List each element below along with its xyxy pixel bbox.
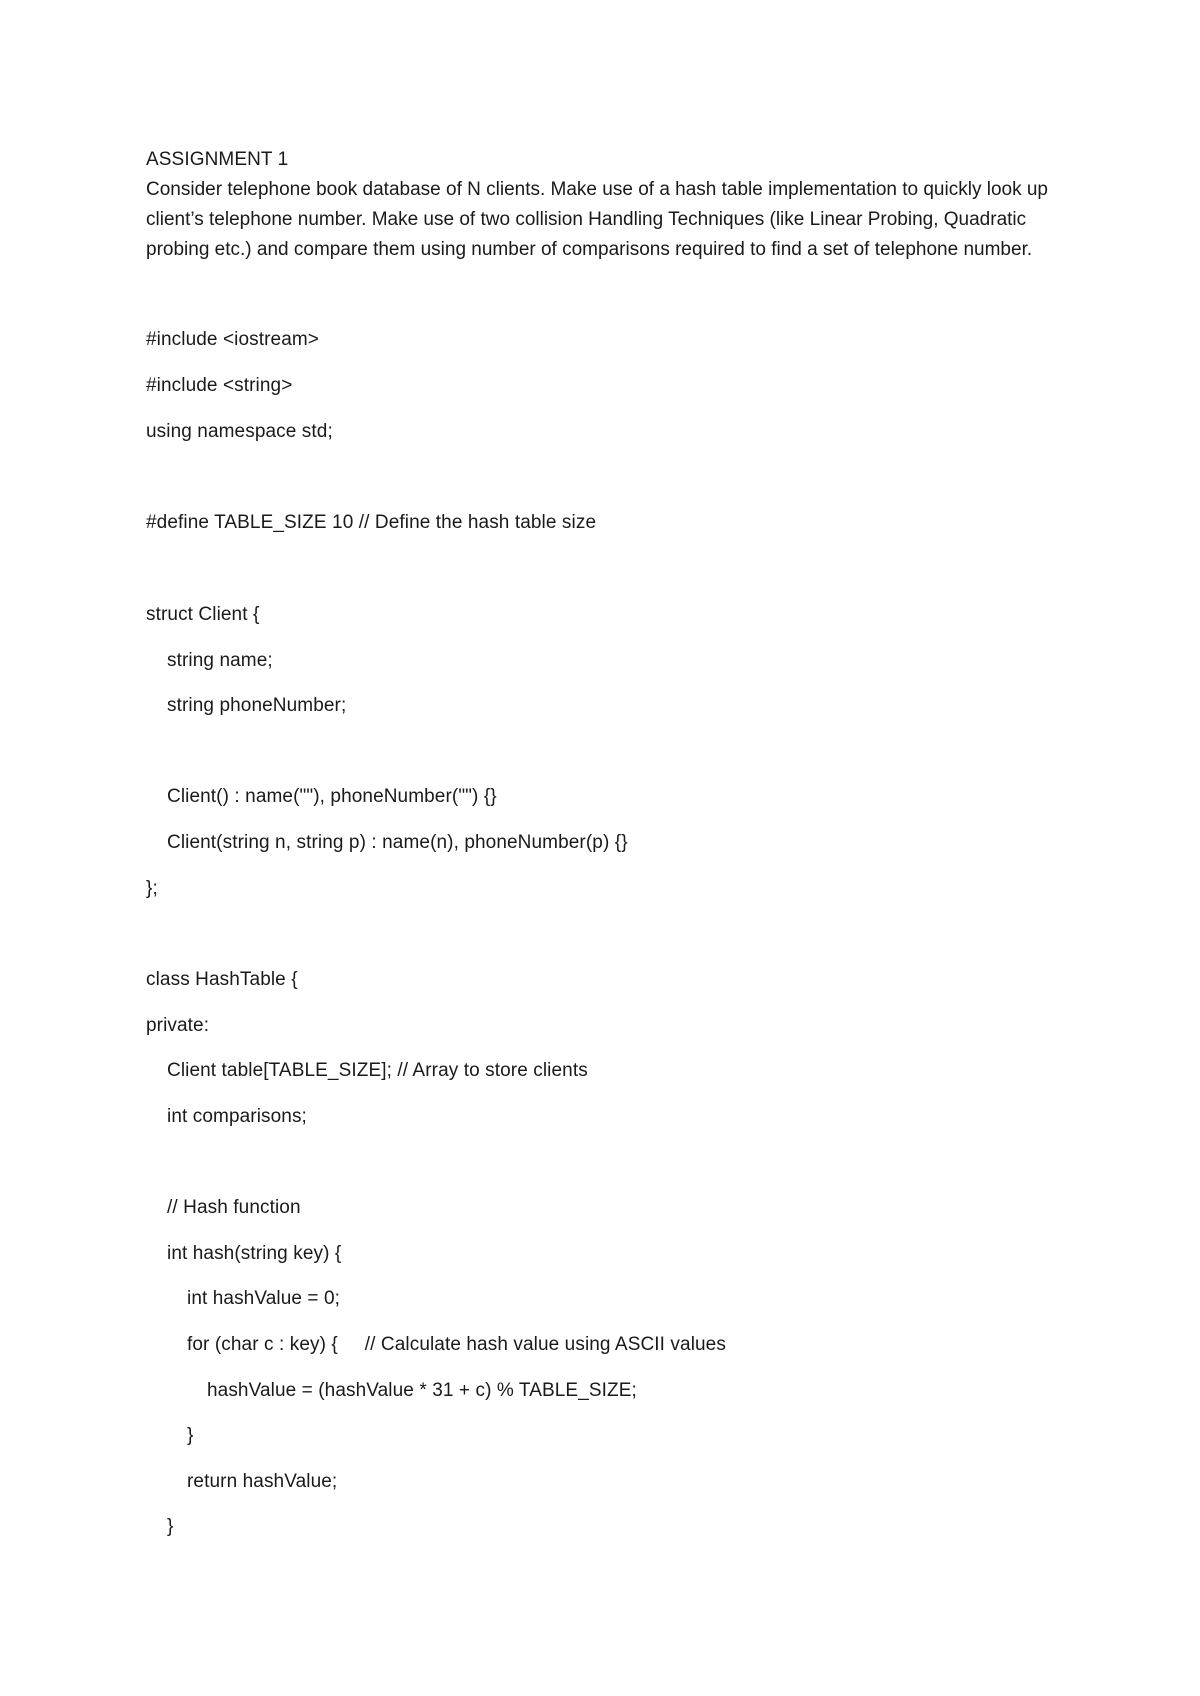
code-line: int comparisons; [167, 1106, 307, 1127]
code-line: #define TABLE_SIZE 10 // Define the hash table size [146, 512, 597, 533]
code-line: Client() : name(""), phoneNumber("") {} [167, 786, 497, 807]
code-line: #include <iostream> [146, 329, 320, 350]
code-line: } [187, 1425, 194, 1446]
assignment-description: Consider telephone book database of N clients. Make use of a hash table implementation to quickly look up client’s telephone number. Make use of two collision Handling Techniques (like Linear Probing, Quadratic probing etc.) and compare them using number of comparisons required to find a set of telephone number. [146, 179, 1048, 260]
code-line: // Hash function [167, 1197, 301, 1218]
code-line: string name; [167, 650, 273, 671]
document-title: ASSIGNMENT 1 [146, 149, 289, 170]
code-line: }; [146, 878, 158, 899]
code-line: class HashTable { [146, 969, 298, 990]
code-line: private: [146, 1015, 210, 1036]
code-line: return hashValue; [187, 1471, 338, 1492]
code-line: int hashValue = 0; [187, 1288, 341, 1309]
code-line: hashValue = (hashValue * 31 + c) % TABLE_SIZE; [207, 1380, 637, 1401]
code-line: Client table[TABLE_SIZE]; // Array to store clients [167, 1060, 588, 1081]
code-line: } [167, 1516, 174, 1537]
code-line: using namespace std; [146, 421, 333, 442]
code-line: for (char c : key) { // Calculate hash value using ASCII values [187, 1334, 726, 1355]
code-line: struct Client { [146, 604, 260, 625]
code-line: Client(string n, string p) : name(n), phoneNumber(p) {} [167, 832, 628, 853]
code-line: int hash(string key) { [167, 1243, 342, 1264]
code-line: #include <string> [146, 375, 293, 396]
code-line: string phoneNumber; [167, 695, 347, 716]
